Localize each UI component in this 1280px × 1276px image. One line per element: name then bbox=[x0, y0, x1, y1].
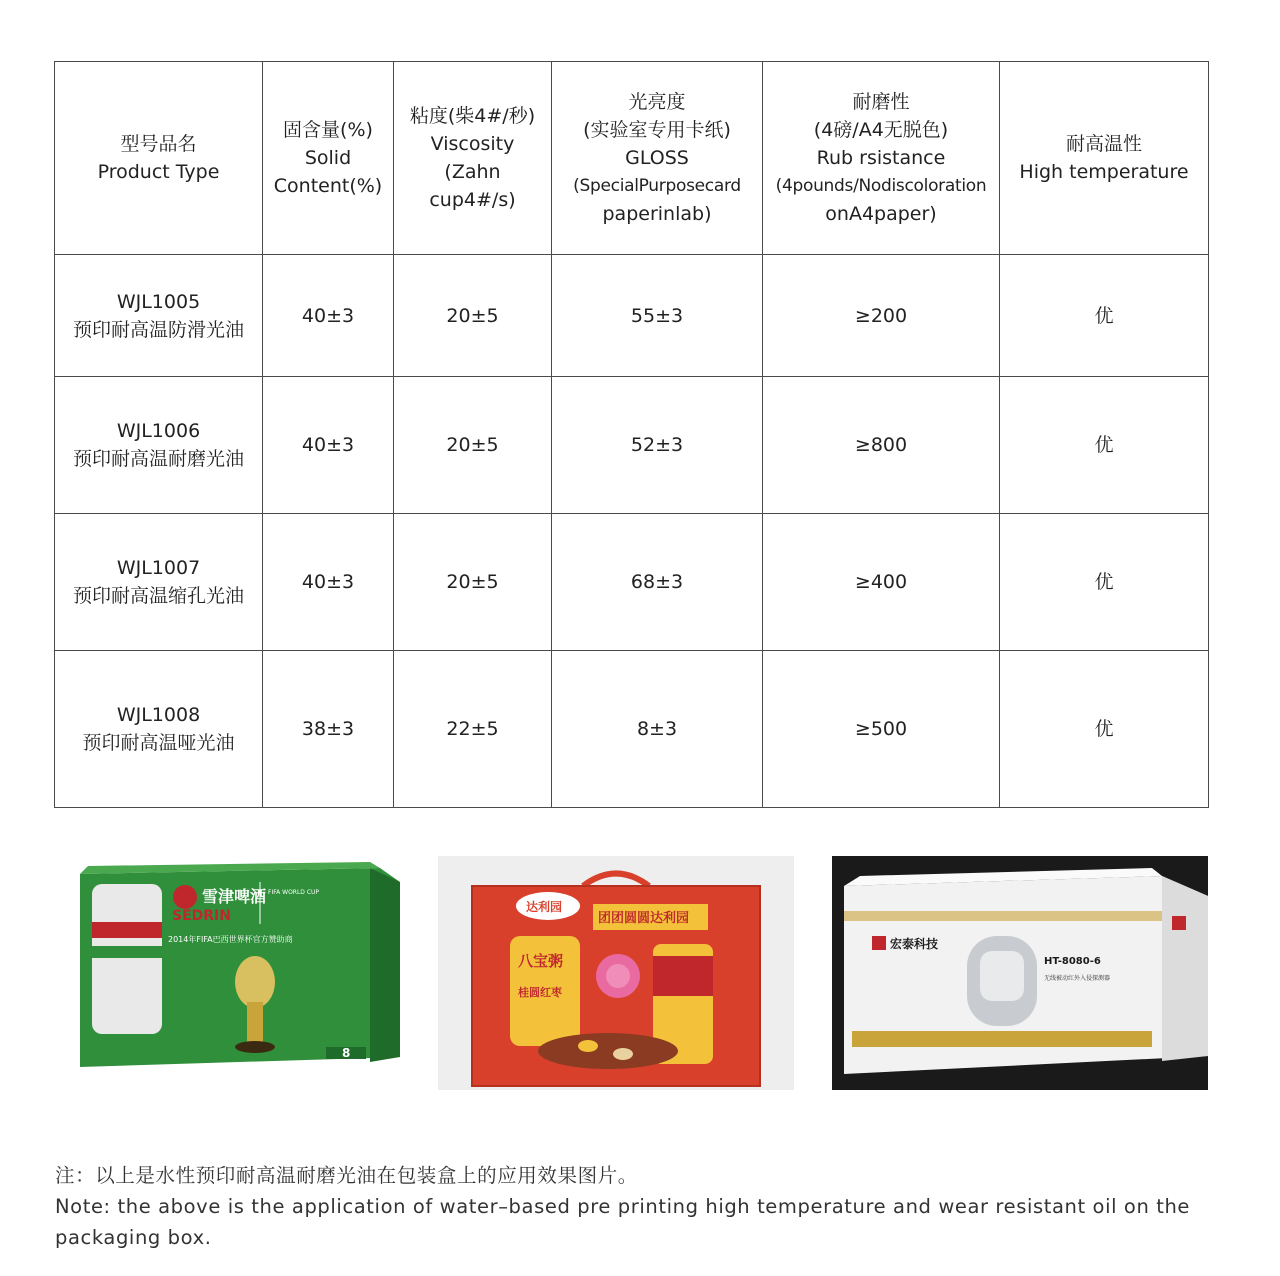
table-row bbox=[55, 651, 1209, 808]
cell-heat: 优 bbox=[1000, 514, 1209, 651]
cell-solid: 38±3 bbox=[263, 651, 394, 808]
cell-product bbox=[55, 377, 263, 514]
cell-solid: 40±3 bbox=[263, 514, 394, 651]
cell-gloss: 52±3 bbox=[552, 377, 763, 514]
header-viscosity: 粘度(柴4#/秒) Viscosity (Zahn cup4#/s) bbox=[394, 62, 552, 255]
porridge-tagline: 团团圆圆达利园 bbox=[598, 911, 690, 926]
product-name: 预印耐高温防滑光油 bbox=[72, 318, 244, 341]
porridge-box-photo bbox=[438, 856, 794, 1090]
detector-model: HT-8080-6 bbox=[1044, 956, 1101, 967]
header-gloss: 光亮度 (实验室专用卡纸) GLOSS (SpecialPurposecard paperinlab) bbox=[552, 62, 763, 255]
cell-gloss: 68±3 bbox=[552, 514, 763, 651]
cell-rub: ≥200 bbox=[763, 255, 1000, 377]
beer-caption: 2014年FIFA巴西世界杯官方赞助商 bbox=[168, 935, 293, 944]
table-row bbox=[55, 514, 1209, 651]
product-name: 预印耐高温哑光油 bbox=[82, 732, 235, 754]
cell-rub: ≥500 bbox=[763, 651, 1000, 808]
beer-count: 8 bbox=[342, 1046, 351, 1060]
spec-table bbox=[54, 61, 1209, 808]
header-product-type: 型号品名 Product Type bbox=[55, 62, 263, 255]
cell-gloss: 8±3 bbox=[552, 651, 763, 808]
cell-viscosity: 22±5 bbox=[394, 651, 552, 808]
header-high-temperature: 耐高温性 High temperature bbox=[1000, 62, 1209, 255]
table-row bbox=[55, 255, 1209, 377]
cell-viscosity: 20±5 bbox=[394, 377, 552, 514]
detector-brand: 宏泰科技 bbox=[890, 937, 939, 951]
detector-box-photo bbox=[832, 856, 1208, 1090]
product-model: WJL1007 bbox=[116, 557, 201, 579]
product-model: WJL1005 bbox=[116, 290, 201, 313]
header-rub-resistance: 耐磨性 (4磅/A4无脱色) Rub rsistance (4pounds/Nodiscoloration onA4paper) bbox=[763, 62, 1000, 255]
cell-gloss: 55±3 bbox=[552, 255, 763, 377]
product-model: WJL1008 bbox=[116, 704, 201, 726]
product-name: 预印耐高温耐磨光油 bbox=[72, 448, 244, 470]
table-row bbox=[55, 377, 1209, 514]
cell-rub: ≥800 bbox=[763, 377, 1000, 514]
beer-brand-en: SEDRIN bbox=[172, 908, 231, 924]
cell-solid: 40±3 bbox=[263, 377, 394, 514]
fifa-badge-text: FIFA WORLD CUP bbox=[268, 889, 320, 896]
cell-rub: ≥400 bbox=[763, 514, 1000, 651]
porridge-product: 八宝粥 bbox=[518, 952, 564, 970]
porridge-variant: 桂圆红枣 bbox=[518, 986, 562, 999]
cell-product bbox=[55, 514, 263, 651]
cell-heat: 优 bbox=[1000, 651, 1209, 808]
beer-box-photo bbox=[80, 862, 400, 1072]
cell-viscosity: 20±5 bbox=[394, 255, 552, 377]
footnote bbox=[55, 1160, 1225, 1253]
product-name: 预印耐高温缩孔光油 bbox=[72, 585, 244, 607]
cell-heat: 优 bbox=[1000, 255, 1209, 377]
header-solid-content: 固含量(%) Solid Content(%) bbox=[263, 62, 394, 255]
cell-product bbox=[55, 255, 263, 377]
note-english: Note: the above is the application of water–based pre printing high temperature and wear resistant oil on the packaging box. bbox=[55, 1195, 1191, 1249]
cell-product bbox=[55, 651, 263, 808]
cell-solid: 40±3 bbox=[263, 255, 394, 377]
cell-heat: 优 bbox=[1000, 377, 1209, 514]
porridge-brand: 达利园 bbox=[526, 900, 563, 914]
table-header-row bbox=[55, 62, 1209, 255]
note-chinese: 注：以上是水性预印耐高温耐磨光油在包装盒上的应用效果图片。 bbox=[55, 1164, 638, 1187]
detector-desc: 无线被动红外入侵探测器 bbox=[1044, 975, 1111, 982]
product-model: WJL1006 bbox=[116, 420, 201, 442]
beer-brand-cn: 雪津啤酒 bbox=[202, 887, 267, 906]
cell-viscosity: 20±5 bbox=[394, 514, 552, 651]
